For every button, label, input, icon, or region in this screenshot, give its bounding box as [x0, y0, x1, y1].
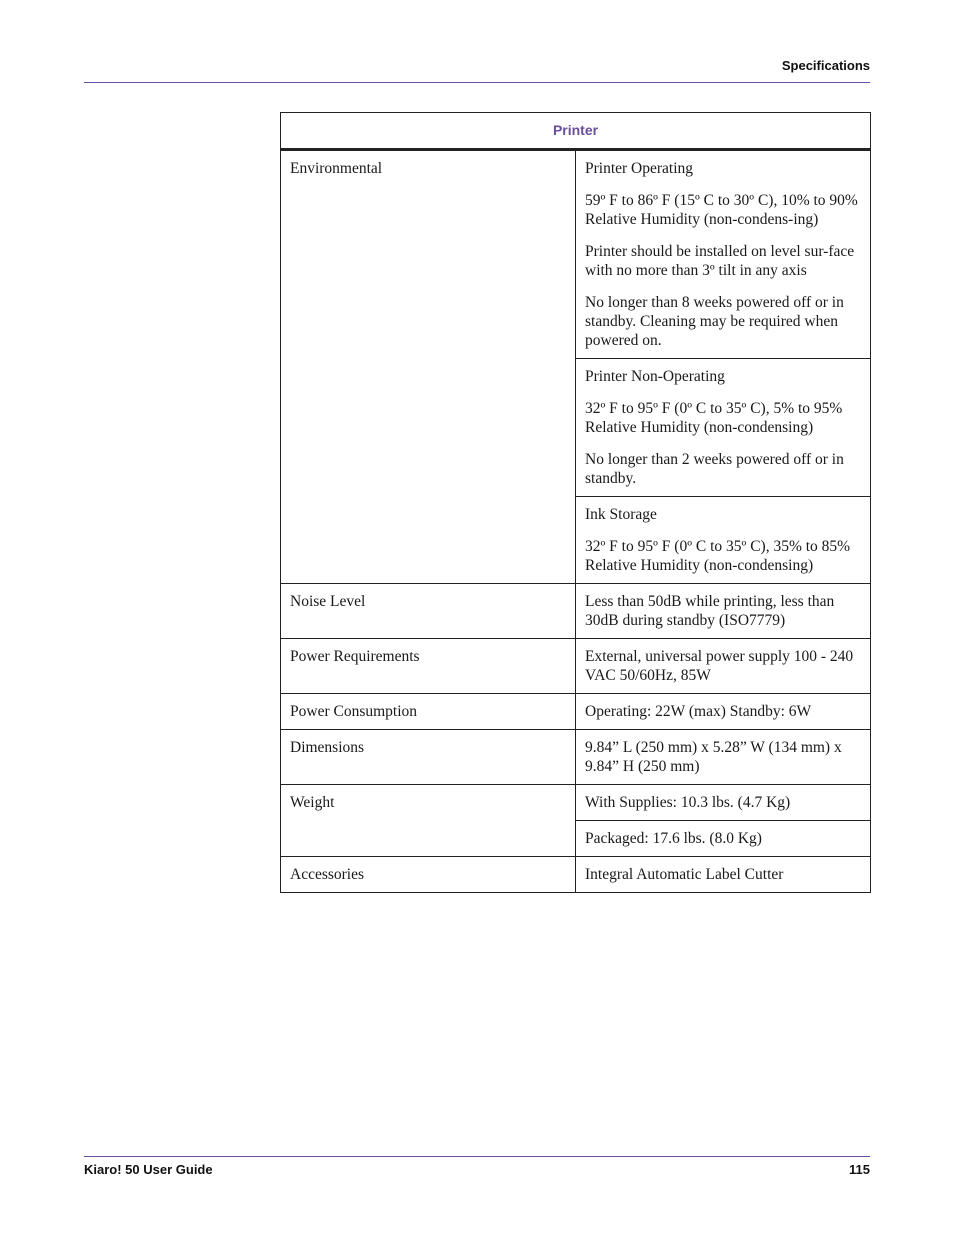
spec-label: Dimensions — [281, 730, 576, 785]
printer-spec-table — [280, 112, 871, 893]
spec-subheading: Printer Operating — [585, 160, 694, 177]
spec-label: Power Consumption — [281, 694, 576, 730]
spec-label: Noise Level — [281, 584, 576, 639]
page-header-title: Specifications — [781, 58, 870, 73]
spec-label: Power Requirements — [281, 639, 576, 694]
spec-text: No longer than 8 weeks powered off or in standby. Cleaning may be required when powered on. — [585, 294, 844, 349]
page-number: 115 — [849, 1162, 870, 1177]
table-row — [281, 639, 871, 694]
spec-text: 59º F to 86º F (15º C to 30º C), 10% to 90% Relative Humidity (non-condens-ing) — [585, 192, 858, 228]
spec-text: 32º F to 95º F (0º C to 35º C), 5% to 95% Relative Humidity (non-condensing) — [585, 400, 843, 436]
spec-value: External, universal power supply 100 - 240 VAC 50/60Hz, 85W — [576, 639, 871, 694]
spec-value — [576, 359, 871, 497]
spec-value: Integral Automatic Label Cutter — [576, 857, 871, 893]
table-row — [281, 584, 871, 639]
spec-value — [576, 150, 871, 359]
table-row — [281, 785, 871, 821]
spec-label: Environmental — [281, 150, 576, 584]
footer-rule — [84, 1156, 870, 1157]
table-row — [281, 730, 871, 785]
spec-value: 9.84” L (250 mm) x 5.28” W (134 mm) x 9.84” H (250 mm) — [576, 730, 871, 785]
spec-text: No longer than 2 weeks powered off or in standby. — [585, 451, 844, 487]
table-row — [281, 857, 871, 893]
header-rule — [84, 82, 870, 83]
spec-value: Packaged: 17.6 lbs. (8.0 Kg) — [576, 821, 871, 857]
spec-value: Operating: 22W (max) Standby: 6W — [576, 694, 871, 730]
table-row — [281, 694, 871, 730]
spec-label: Weight — [281, 785, 576, 857]
spec-value: With Supplies: 10.3 lbs. (4.7 Kg) — [576, 785, 871, 821]
spec-value — [576, 497, 871, 584]
footer-guide-title: Kiaro! 50 User Guide — [84, 1162, 213, 1177]
spec-label: Accessories — [281, 857, 576, 893]
table-row — [281, 150, 871, 359]
table-heading: Printer — [281, 113, 871, 150]
table-header-row — [281, 113, 871, 150]
spec-subheading: Ink Storage — [585, 506, 657, 523]
spec-value: Less than 50dB while printing, less than 30dB during standby (ISO7779) — [576, 584, 871, 639]
spec-text: Printer should be installed on level sur-face with no more than 3º tilt in any axis — [585, 243, 855, 279]
spec-subheading: Printer Non-Operating — [585, 368, 725, 385]
spec-text: 32º F to 95º F (0º C to 35º C), 35% to 85% Relative Humidity (non-condensing) — [585, 538, 851, 574]
